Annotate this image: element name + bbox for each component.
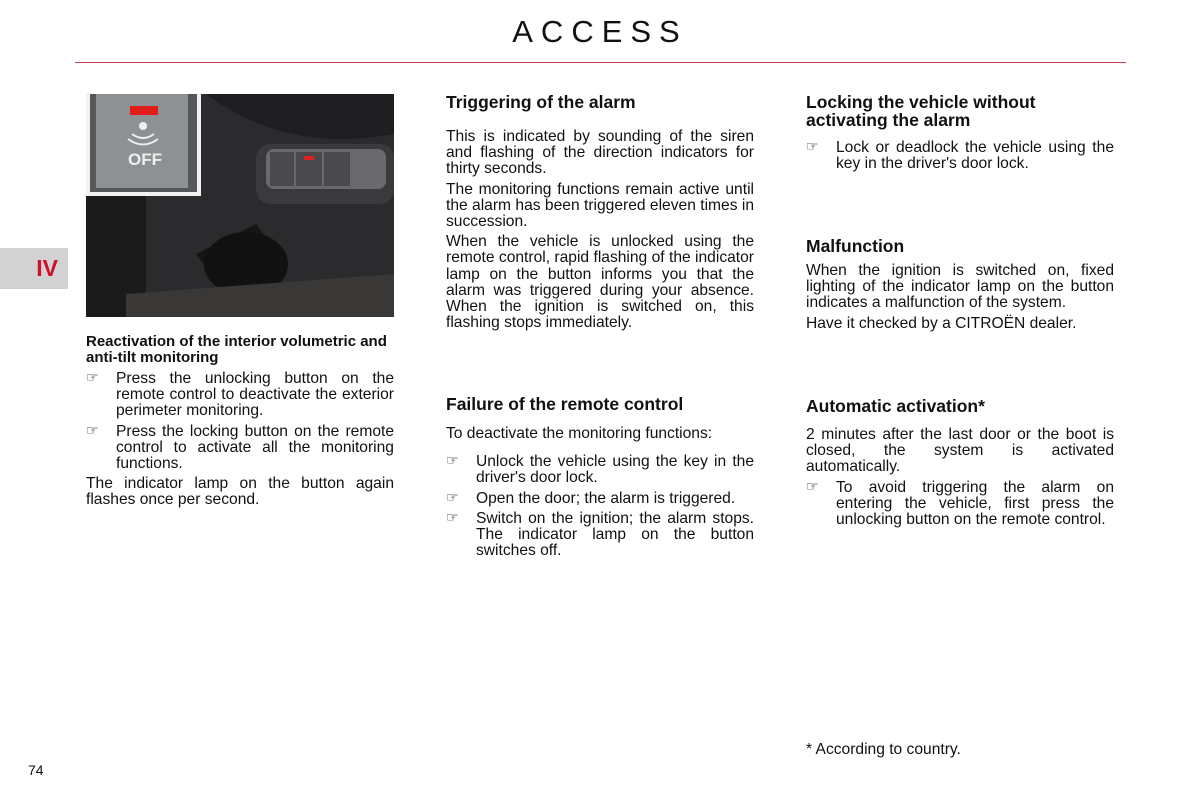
- right-automatic: [806, 397, 1114, 532]
- list-item: [806, 480, 1114, 529]
- list-item: [86, 371, 394, 420]
- bullet-text: Switch on the ignition; the alarm stops. The indicator lamp on the button switches off.: [476, 509, 754, 560]
- alarm-button-photo: [86, 94, 394, 317]
- right-malfunction: [806, 237, 1114, 336]
- chapter-tab: IV: [0, 248, 68, 289]
- bullet-text: Unlock the vehicle using the key in the driver's door lock.: [476, 453, 754, 487]
- paragraph: Have it checked by a CITROËN dealer.: [806, 314, 1077, 332]
- middle-column-top: [446, 93, 754, 335]
- bullet-text: Press the unlocking button on the remote control to deactivate the exterior perimeter monitoring.: [116, 370, 394, 420]
- list-item: [446, 511, 754, 560]
- pointing-hand-icon: ☞: [806, 478, 819, 495]
- inset-off-label: OFF: [128, 150, 162, 169]
- right-locking: [806, 93, 1114, 176]
- pointing-hand-icon: ☞: [86, 422, 99, 439]
- bullet-text: Open the door; the alarm is triggered.: [476, 489, 736, 507]
- pointing-hand-icon: ☞: [86, 370, 99, 386]
- middle-column-bottom: [446, 395, 754, 563]
- header-divider: [75, 62, 1126, 63]
- list-item: [806, 140, 1114, 172]
- paragraph: 2 minutes after the last door or the boot is closed, the system is activated automatically.: [806, 426, 1114, 476]
- automatic-heading: Automatic activation*: [806, 396, 985, 416]
- failure-heading: Failure of the remote control: [446, 394, 684, 414]
- paragraph: When the vehicle is unlocked using the remote control, rapid flashing of the indicator lamp on the button informs you that the alarm was triggered during your absence. When the ignition is switched on, this flashing stops immediately.: [446, 233, 754, 332]
- pointing-hand-icon: ☞: [446, 509, 459, 526]
- malfunction-heading: Malfunction: [806, 236, 905, 256]
- paragraph: The indicator lamp on the button again flashes once per second.: [86, 475, 394, 509]
- footnote: * According to country.: [806, 741, 961, 758]
- bullet-text: Press the locking button on the remote control to activate all the monitoring functions.: [116, 422, 394, 473]
- left-column: [86, 334, 394, 513]
- pointing-hand-icon: ☞: [806, 139, 819, 155]
- reactivation-heading: Reactivation of the interior volumetric and anti-tilt monitoring: [86, 333, 387, 366]
- list-item: [86, 424, 394, 473]
- bullet-text: To avoid triggering the alarm on entering the vehicle, first press the unlocking button on the remote control.: [836, 478, 1114, 529]
- triggering-heading: Triggering of the alarm: [446, 92, 636, 112]
- paragraph: The monitoring functions remain active until the alarm has been triggered eleven times in succession.: [446, 180, 754, 231]
- page-number: 74: [28, 762, 44, 778]
- list-item: [446, 491, 754, 507]
- paragraph: When the ignition is switched on, fixed lighting of the indicator lamp on the button indicates a malfunction of the system.: [806, 262, 1114, 312]
- bullet-text: Lock or deadlock the vehicle using the key in the driver's door lock.: [836, 139, 1114, 173]
- list-item: [446, 454, 754, 486]
- locking-heading: Locking the vehicle without activating the alarm: [806, 92, 1036, 130]
- pointing-hand-icon: ☞: [446, 489, 459, 506]
- pointing-hand-icon: ☞: [446, 453, 459, 470]
- paragraph: This is indicated by sounding of the siren and flashing of the direction indicators for thirty seconds.: [446, 128, 754, 178]
- paragraph: To deactivate the monitoring functions:: [446, 425, 713, 442]
- page-title: ACCESS: [512, 14, 688, 49]
